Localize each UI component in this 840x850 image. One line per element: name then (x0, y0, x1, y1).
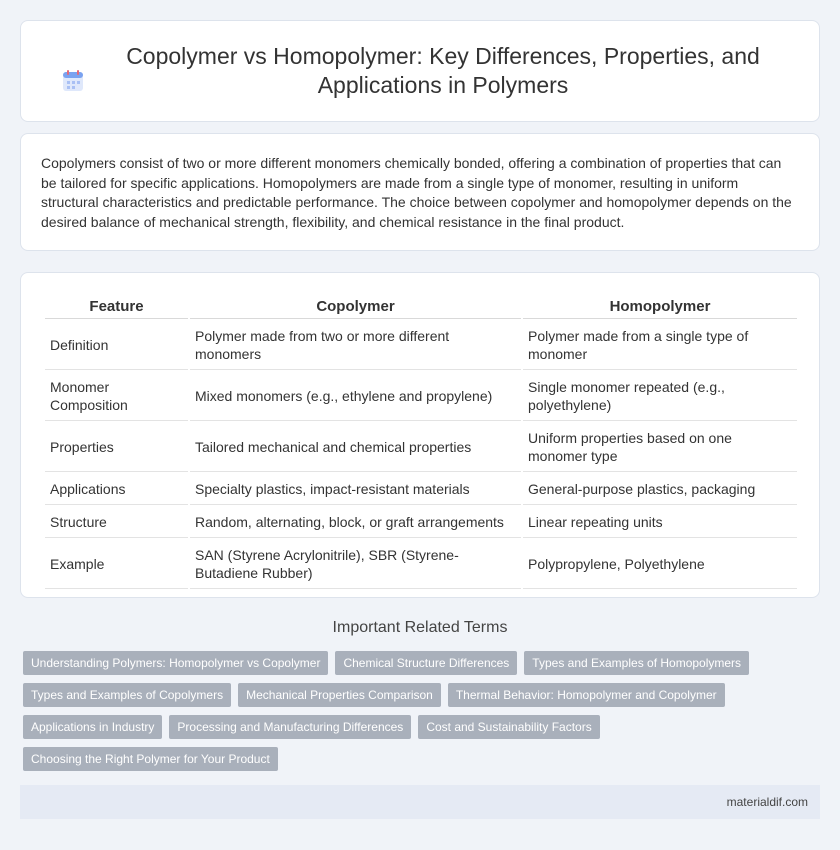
intro-paragraph: Copolymers consist of two or more different monomers chemically bonded, offering a combination of properties that can be tailored for specific applications. Homopolymers are made from a single type of monomer, resulting in uniform structural characteristics and predictable performance. The choice between copolymer and homopolymer depends on the desired balance of mechanical strength, flexibility, and chemical resistance in the final product. (41, 155, 792, 230)
table-cell-homopolymer: Linear repeating units (523, 507, 797, 538)
related-tag[interactable]: Types and Examples of Homopolymers (524, 651, 749, 675)
table-cell-feature: Example (45, 540, 188, 589)
table-row (45, 372, 797, 421)
header-feature: Feature (45, 297, 188, 319)
related-tag[interactable]: Types and Examples of Copolymers (23, 683, 231, 707)
table-row (45, 540, 797, 589)
header-homopolymer: Homopolymer (523, 297, 797, 319)
table-cell-copolymer: Specialty plastics, impact-resistant materials (190, 474, 521, 505)
comparison-table (43, 295, 799, 591)
title-card (20, 20, 820, 122)
table-cell-feature: Properties (45, 423, 188, 472)
related-tag[interactable]: Cost and Sustainability Factors (418, 715, 599, 739)
table-cell-homopolymer: Single monomer repeated (e.g., polyethylene) (523, 372, 797, 421)
related-terms-title: Important Related Terms (332, 619, 508, 636)
table-row (45, 474, 797, 505)
title-wrap (60, 42, 780, 100)
related-tag[interactable]: Thermal Behavior: Homopolymer and Copolymer (448, 683, 725, 707)
table-cell-homopolymer: Uniform properties based on one monomer type (523, 423, 797, 472)
header-copolymer: Copolymer (190, 297, 521, 319)
page-title: Copolymer vs Homopolymer: Key Differences, Properties, and Applications in Polymers (126, 43, 760, 98)
intro-card (20, 133, 820, 251)
table-cell-feature: Applications (45, 474, 188, 505)
related-tag[interactable]: Chemical Structure Differences (335, 651, 517, 675)
table-cell-copolymer: Polymer made from two or more different monomers (190, 321, 521, 370)
table-cell-homopolymer: General-purpose plastics, packaging (523, 474, 797, 505)
related-tag[interactable]: Understanding Polymers: Homopolymer vs Copolymer (23, 651, 328, 675)
comparison-table-card (20, 272, 820, 598)
footer (20, 785, 820, 819)
table-header-row (45, 297, 797, 319)
table-cell-copolymer: Tailored mechanical and chemical properties (190, 423, 521, 472)
table-row (45, 321, 797, 370)
table-row (45, 423, 797, 472)
calendar-icon (60, 68, 86, 94)
related-tag[interactable]: Choosing the Right Polymer for Your Product (23, 747, 278, 771)
table-row (45, 507, 797, 538)
related-tag[interactable]: Processing and Manufacturing Differences (169, 715, 411, 739)
table-cell-homopolymer: Polypropylene, Polyethylene (523, 540, 797, 589)
table-cell-feature: Structure (45, 507, 188, 538)
table-cell-copolymer: Mixed monomers (e.g., ethylene and propylene) (190, 372, 521, 421)
table-cell-copolymer: SAN (Styrene Acrylonitrile), SBR (Styrene-Butadiene Rubber) (190, 540, 521, 589)
footer-site-link[interactable]: materialdif.com (726, 795, 808, 809)
table-cell-homopolymer: Polymer made from a single type of monomer (523, 321, 797, 370)
related-tag[interactable]: Applications in Industry (23, 715, 162, 739)
table-cell-copolymer: Random, alternating, block, or graft arrangements (190, 507, 521, 538)
table-cell-feature: Definition (45, 321, 188, 370)
table-cell-feature: Monomer Composition (45, 372, 188, 421)
related-tag[interactable]: Mechanical Properties Comparison (238, 683, 441, 707)
related-terms-tags (23, 651, 823, 779)
